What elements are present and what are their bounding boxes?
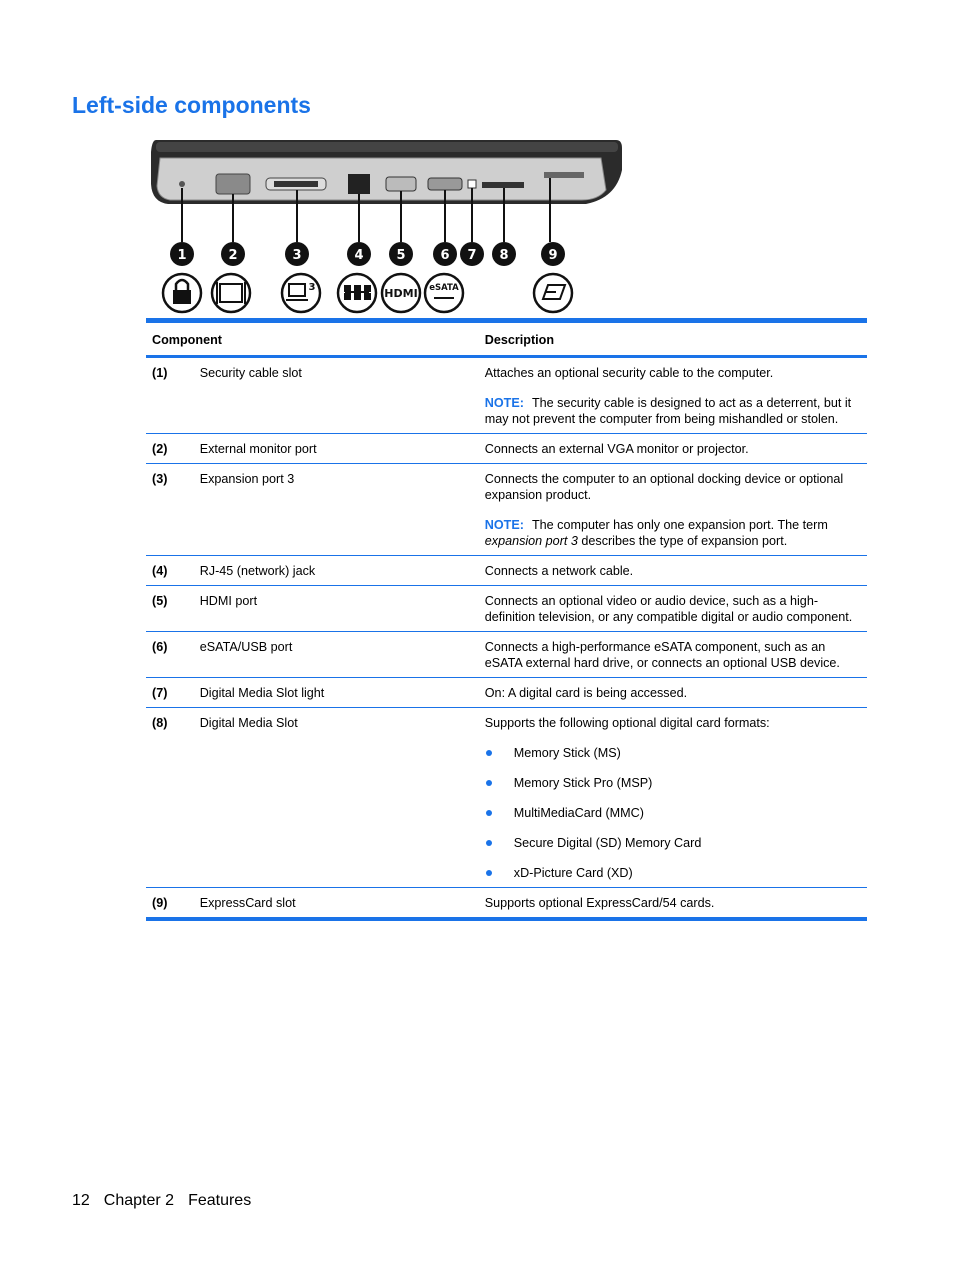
note-text-b: describes the type of expansion port.: [581, 534, 788, 548]
callout-2: 2: [228, 248, 238, 263]
bullet-icon: [486, 810, 492, 816]
table-row: [146, 434, 867, 464]
component-description: [479, 708, 867, 888]
list-item-text: MultiMediaCard (MMC): [513, 806, 644, 820]
description-text: Connects the computer to an optional docking device or optional expansion product.: [484, 472, 844, 502]
component-name: Expansion port 3: [194, 464, 479, 556]
callout-3: 3: [292, 248, 302, 263]
page-number: 12: [72, 1192, 90, 1209]
row-number: (3): [146, 464, 194, 556]
hdmi-icon-label: HDMI: [384, 287, 418, 300]
component-name: External monitor port: [194, 434, 479, 464]
page-footer: [72, 1192, 265, 1210]
table-header-row: [146, 321, 867, 357]
component-name: HDMI port: [194, 586, 479, 632]
note: [485, 395, 861, 427]
component-description: Connects an optional video or audio device, such as a high-definition television, or any compatible digital or audio component.: [479, 586, 867, 632]
component-name: RJ-45 (network) jack: [194, 556, 479, 586]
note: [485, 517, 861, 549]
list-item-text: xD-Picture Card (XD): [513, 866, 633, 880]
row-number: (9): [146, 888, 194, 920]
row-number: (2): [146, 434, 194, 464]
bullet-icon: [486, 780, 492, 786]
row-number: (4): [146, 556, 194, 586]
list-item-text: Memory Stick Pro (MSP): [513, 776, 653, 790]
note-emphasis: expansion port 3: [484, 534, 578, 548]
callout-8: 8: [499, 248, 509, 263]
row-number: (6): [146, 632, 194, 678]
component-name: Digital Media Slot: [194, 708, 479, 888]
table-row: [146, 464, 867, 556]
note-label: NOTE:: [484, 518, 524, 532]
component-name: Digital Media Slot light: [194, 678, 479, 708]
header-description: Description: [479, 321, 867, 357]
esata-usb-icon: [425, 274, 463, 312]
table-row: [146, 357, 867, 434]
list-item: [485, 805, 861, 821]
table-row: [146, 556, 867, 586]
component-description: [479, 357, 867, 434]
table-row: [146, 678, 867, 708]
callout-markers: [170, 242, 565, 266]
component-description: Connects a network cable.: [479, 556, 867, 586]
table-row: [146, 586, 867, 632]
component-name: Security cable slot: [194, 357, 479, 434]
footer-chapter: Chapter 2: [103, 1192, 175, 1209]
callout-6: 6: [440, 248, 450, 263]
list-item-text: Secure Digital (SD) Memory Card: [513, 836, 702, 850]
component-description: [479, 464, 867, 556]
component-description: Supports optional ExpressCard/54 cards.: [479, 888, 867, 920]
list-item-text: Memory Stick (MS): [513, 746, 621, 760]
footer-section: Features: [188, 1192, 252, 1209]
component-description: On: A digital card is being accessed.: [479, 678, 867, 708]
list-item: [485, 865, 861, 881]
components-table: [146, 318, 867, 921]
expansion-icon-label: 3: [308, 282, 316, 293]
description-text: Supports the following optional digital card formats:: [484, 716, 770, 730]
row-number: (5): [146, 586, 194, 632]
bullet-icon: [486, 750, 492, 756]
table-row: [146, 708, 867, 888]
card-format-list: [485, 745, 861, 881]
component-description: Connects an external VGA monitor or projector.: [479, 434, 867, 464]
callout-7: 7: [467, 248, 477, 263]
expansion-port-3-icon: [282, 274, 320, 312]
row-number: (7): [146, 678, 194, 708]
callout-5: 5: [396, 248, 406, 263]
component-description: Connects a high-performance eSATA component, such as an eSATA external hard drive, or connects an optional USB device.: [479, 632, 867, 678]
header-component: Component: [146, 321, 479, 357]
table-row: [146, 888, 867, 920]
component-name: eSATA/USB port: [194, 632, 479, 678]
row-number: (8): [146, 708, 194, 888]
list-item: [485, 745, 861, 761]
callout-1: 1: [177, 248, 187, 263]
callout-4: 4: [354, 248, 364, 263]
row-number: (1): [146, 357, 194, 434]
list-item: [485, 775, 861, 791]
note-text-a: The computer has only one expansion port. The term: [531, 518, 828, 532]
note-text: The security cable is designed to act as a deterrent, but it may not prevent the computer from being mishandled or stolen.: [484, 396, 852, 426]
bullet-icon: [486, 840, 492, 846]
left-side-illustration: [146, 132, 626, 317]
list-item: [485, 835, 861, 851]
page-title: Left-side components: [72, 92, 311, 118]
callout-9: 9: [548, 248, 558, 263]
component-name: ExpressCard slot: [194, 888, 479, 920]
bullet-icon: [486, 870, 492, 876]
note-label: NOTE:: [484, 396, 524, 410]
esata-icon-label: eSATA: [429, 283, 459, 293]
description-text: Attaches an optional security cable to the computer.: [484, 366, 774, 380]
table-row: [146, 632, 867, 678]
